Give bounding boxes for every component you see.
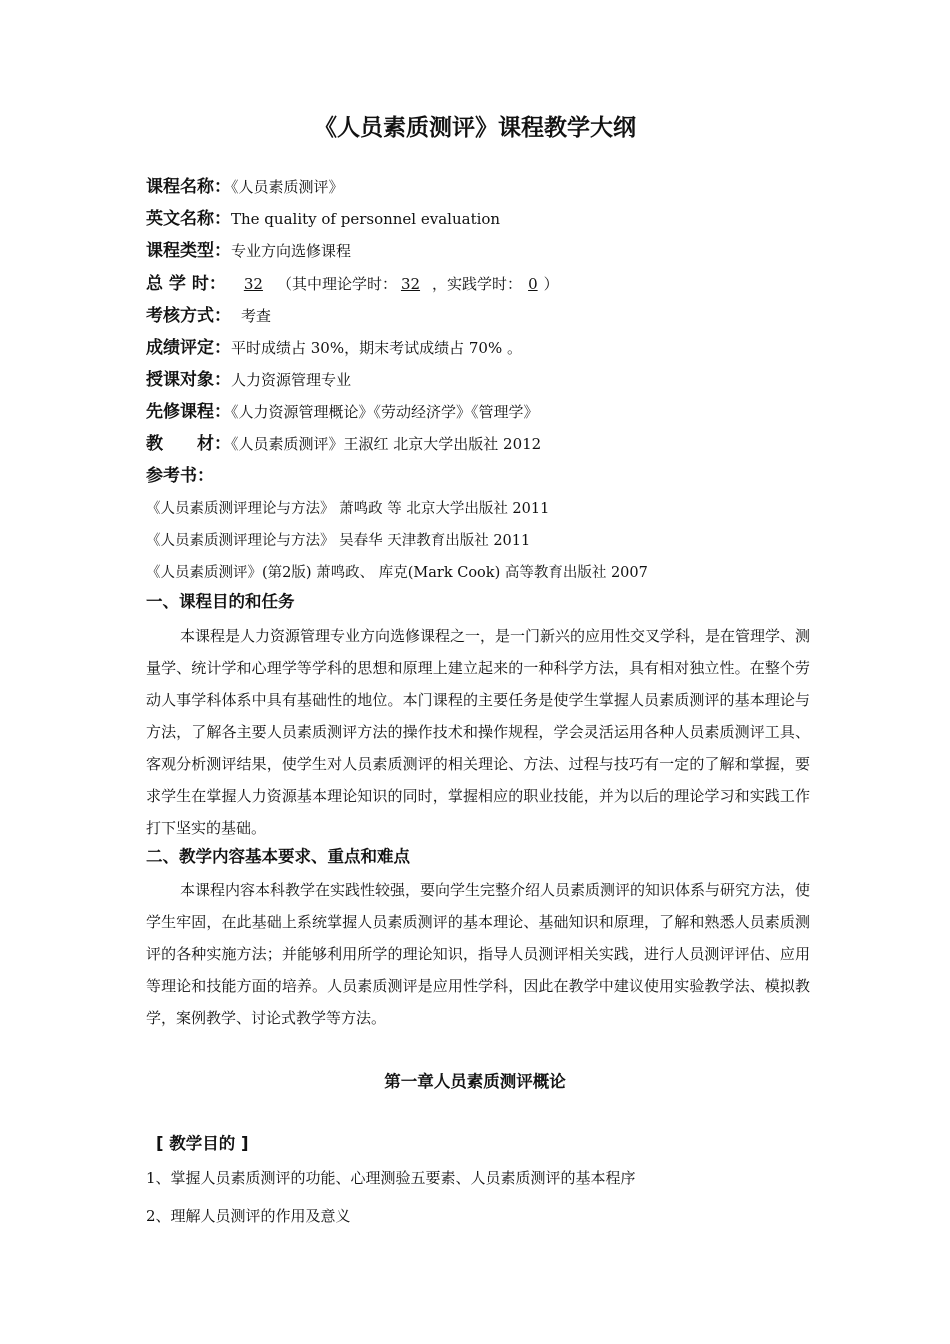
practice-hours-value: 0 [528,275,538,293]
course-name-label: 课程名称： [146,177,231,197]
audience-row [146,366,351,394]
textbook-label: 教 材： [146,434,231,454]
chapter1-title: 第一章人员素质测评概论 [384,1072,566,1091]
course-type-label: 课程类型： [146,241,231,261]
english-name-row [146,205,500,233]
reference-item: 《人员素质测评理论与方法》 吴春华 天津教育出版社 2011 [146,533,531,549]
course-type-value: 专业方向选修课程 [231,242,352,260]
audience-value: 人力资源管理专业 [231,371,352,389]
textbook-row [146,430,541,458]
textbook-value: 《人员素质测评》王淑红 北京大学出版社 2012 [231,435,542,453]
total-hours-row [146,270,559,298]
objective-item: 1、掌握人员素质测评的功能、心理测验五要素、人员素质测评的基本程序 [146,1169,636,1187]
course-name-row [146,173,344,201]
reference-item: 《人员素质测评》(第2版) 萧鸣政、 库克(Mark Cook) 高等教育出版社 2007 [146,565,648,581]
audience-label: 授课对象： [146,370,231,390]
references-label: 参考书： [146,466,214,486]
grading-row [146,334,522,362]
course-type-row [146,237,351,265]
practice-hours-prefix: ，实践学时： [432,275,523,293]
prerequisites-row [146,398,539,426]
grading-label: 成绩评定： [146,338,231,358]
reference-item: 《人员素质测评理论与方法》 萧鸣政 等 北京大学出版社 2011 [146,501,550,517]
assessment-label: 考核方式： [146,306,231,326]
section2-heading: 二、教学内容基本要求、重点和难点 [146,847,410,866]
section1-heading: 一、课程目的和任务 [146,592,295,611]
course-name-value: 《人员素质测评》 [231,178,344,196]
grading-value: 平时成绩占 30%，期末考试成绩占 70% 。 [231,339,522,357]
prerequisites-label: 先修课程： [146,402,231,422]
assessment-value: 考查 [241,307,272,325]
english-name-label: 英文名称： [146,209,231,229]
page-title: 《人员素质测评》课程教学大纲 [314,115,636,141]
references-heading-row [146,462,214,490]
prerequisites-value: 《人力资源管理概论》《劳动经济学》《管理学》 [231,403,539,421]
section1-body: 本课程是人力资源管理专业方向选修课程之一，是一门新兴的应用性交叉学科，是在管理学、测量学、统计学和心理学等学科的思想和原理上建立起来的一种科学方法，具有相对独立性。在整个劳动人事学科体系中具有基础性的地位。本门课程的主要任务是使学生掌握人员素质测评的基本理论与方法，了解各主要人员素质测评方法的操作技术和操作规程，学会灵活运用各种人员素质测评工具、客观分析测评结果，使学生对人员素质测评的相关理论、方法、过程与技巧有一定的了解和掌握，要求学生在掌握人力资源基本理论知识的同时，掌握相应的职业技能，并为以后的理论学习和实践工作打下坚实的基础。 [146,627,811,837]
section2-body: 本课程内容本科教学在实践性较强，要向学生完整介绍人员素质测评的知识体系与研究方法，使学生牢固，在此基础上系统掌握人员素质测评的基本理论、基础知识和原理，了解和熟悉人员素质测评的各种实施方法；并能够利用所学的理论知识，指导人员测评相关实践，进行人员测评评估、应用等理论和技能方面的培养。人员素质测评是应用性学科，因此在教学中建议使用实验教学法、模拟教学，案例教学、讨论式教学等方法。 [146,881,811,1027]
teaching-objective-label: [ 教学目的 ] [156,1134,249,1153]
total-hours-value: 32 [243,275,263,293]
objective-item: 2、理解人员测评的作用及意义 [146,1207,351,1225]
total-hours-label: 总 学 时： [146,274,226,294]
theory-hours-prefix: （其中理论学时： [276,275,397,293]
theory-hours-value: 32 [400,275,421,293]
hours-suffix: ） [543,275,559,293]
assessment-row [146,302,271,330]
english-name-value: The quality of personnel evaluation [231,210,501,228]
